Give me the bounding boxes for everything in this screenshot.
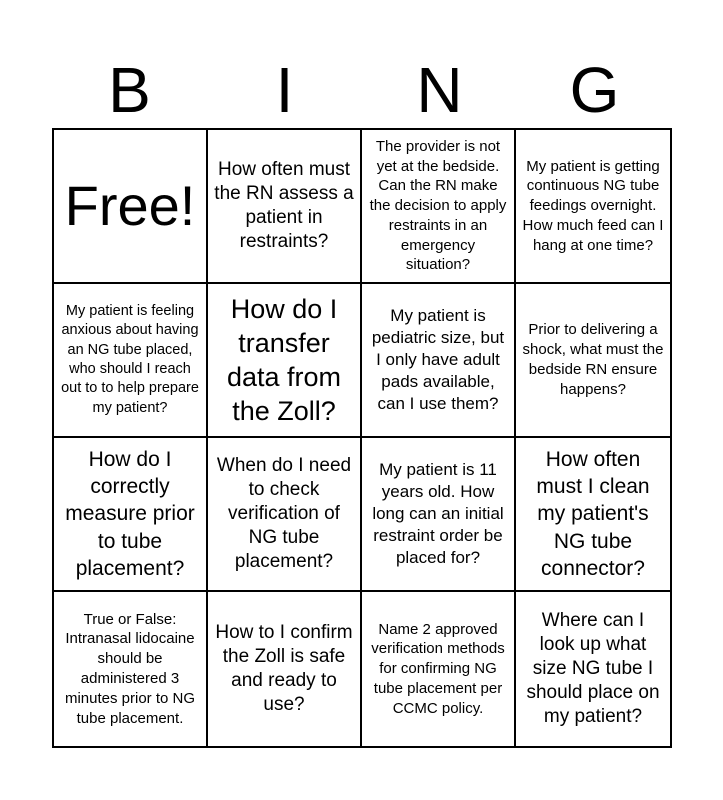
header-letter-i: I [275,54,294,126]
bingo-cell[interactable] [54,438,208,592]
cell-text: My patient is 11 years old. How long can an initial restraint order be placed for? [372,459,504,568]
bingo-header [52,52,672,128]
cell-text: How do I transfer data from the Zoll? [226,293,342,427]
bingo-cell[interactable] [208,130,362,284]
bingo-cell[interactable] [362,592,516,746]
cell-text: My patient is getting continuous NG tube feedings overnight. How much feed can I hang at one time? [522,157,664,254]
bingo-cell[interactable] [54,284,208,438]
cell-text: How often must the RN assess a patient in restraints? [214,158,354,253]
cell-text: Where can I look up what size NG tube I should place on my patient? [526,609,660,728]
cell-text: How do I correctly measure prior to tube placement? [65,447,195,580]
header-letter-b: B [108,54,151,126]
bingo-cell[interactable] [516,130,670,284]
bingo-cell[interactable] [208,438,362,592]
header-letter-g: G [569,54,620,126]
cell-text: Name 2 approved verification methods for confirming NG tube placement per CCMC policy. [371,620,505,717]
header-letter-n: N [416,54,463,126]
bingo-cell[interactable] [208,592,362,746]
bingo-board [52,128,672,748]
cell-text: How often must I clean my patient's NG tube connector? [536,447,650,580]
bingo-cell[interactable] [54,592,208,746]
bingo-cell[interactable] [516,284,670,438]
cell-text: My patient is feeling anxious about having an NG tube placed, who should I reach out to to help prepare my patient? [61,303,199,416]
bingo-cell[interactable] [516,438,670,592]
cell-text: Free! [64,174,196,238]
bingo-cell[interactable] [362,438,516,592]
cell-text: The provider is not yet at the bedside. Can the RN make the decision to apply restraints in an emergency situation? [369,137,507,274]
cell-text: My patient is pediatric size, but I only have adult pads available, can I use them? [371,305,505,414]
bingo-cell[interactable] [516,592,670,746]
bingo-cell[interactable] [362,284,516,438]
bingo-cell[interactable] [362,130,516,284]
bingo-cell[interactable] [208,284,362,438]
cell-text: Prior to delivering a shock, what must the bedside RN ensure happens? [522,321,664,398]
cell-text: How to I confirm the Zoll is safe and ready to use? [215,621,353,716]
bingo-cell-free[interactable] [54,130,208,284]
cell-text: True or False: Intranasal lidocaine should be administered 3 minutes prior to NG tube placement. [64,610,196,727]
cell-text: When do I need to check verification of NG tube placement? [216,454,352,573]
